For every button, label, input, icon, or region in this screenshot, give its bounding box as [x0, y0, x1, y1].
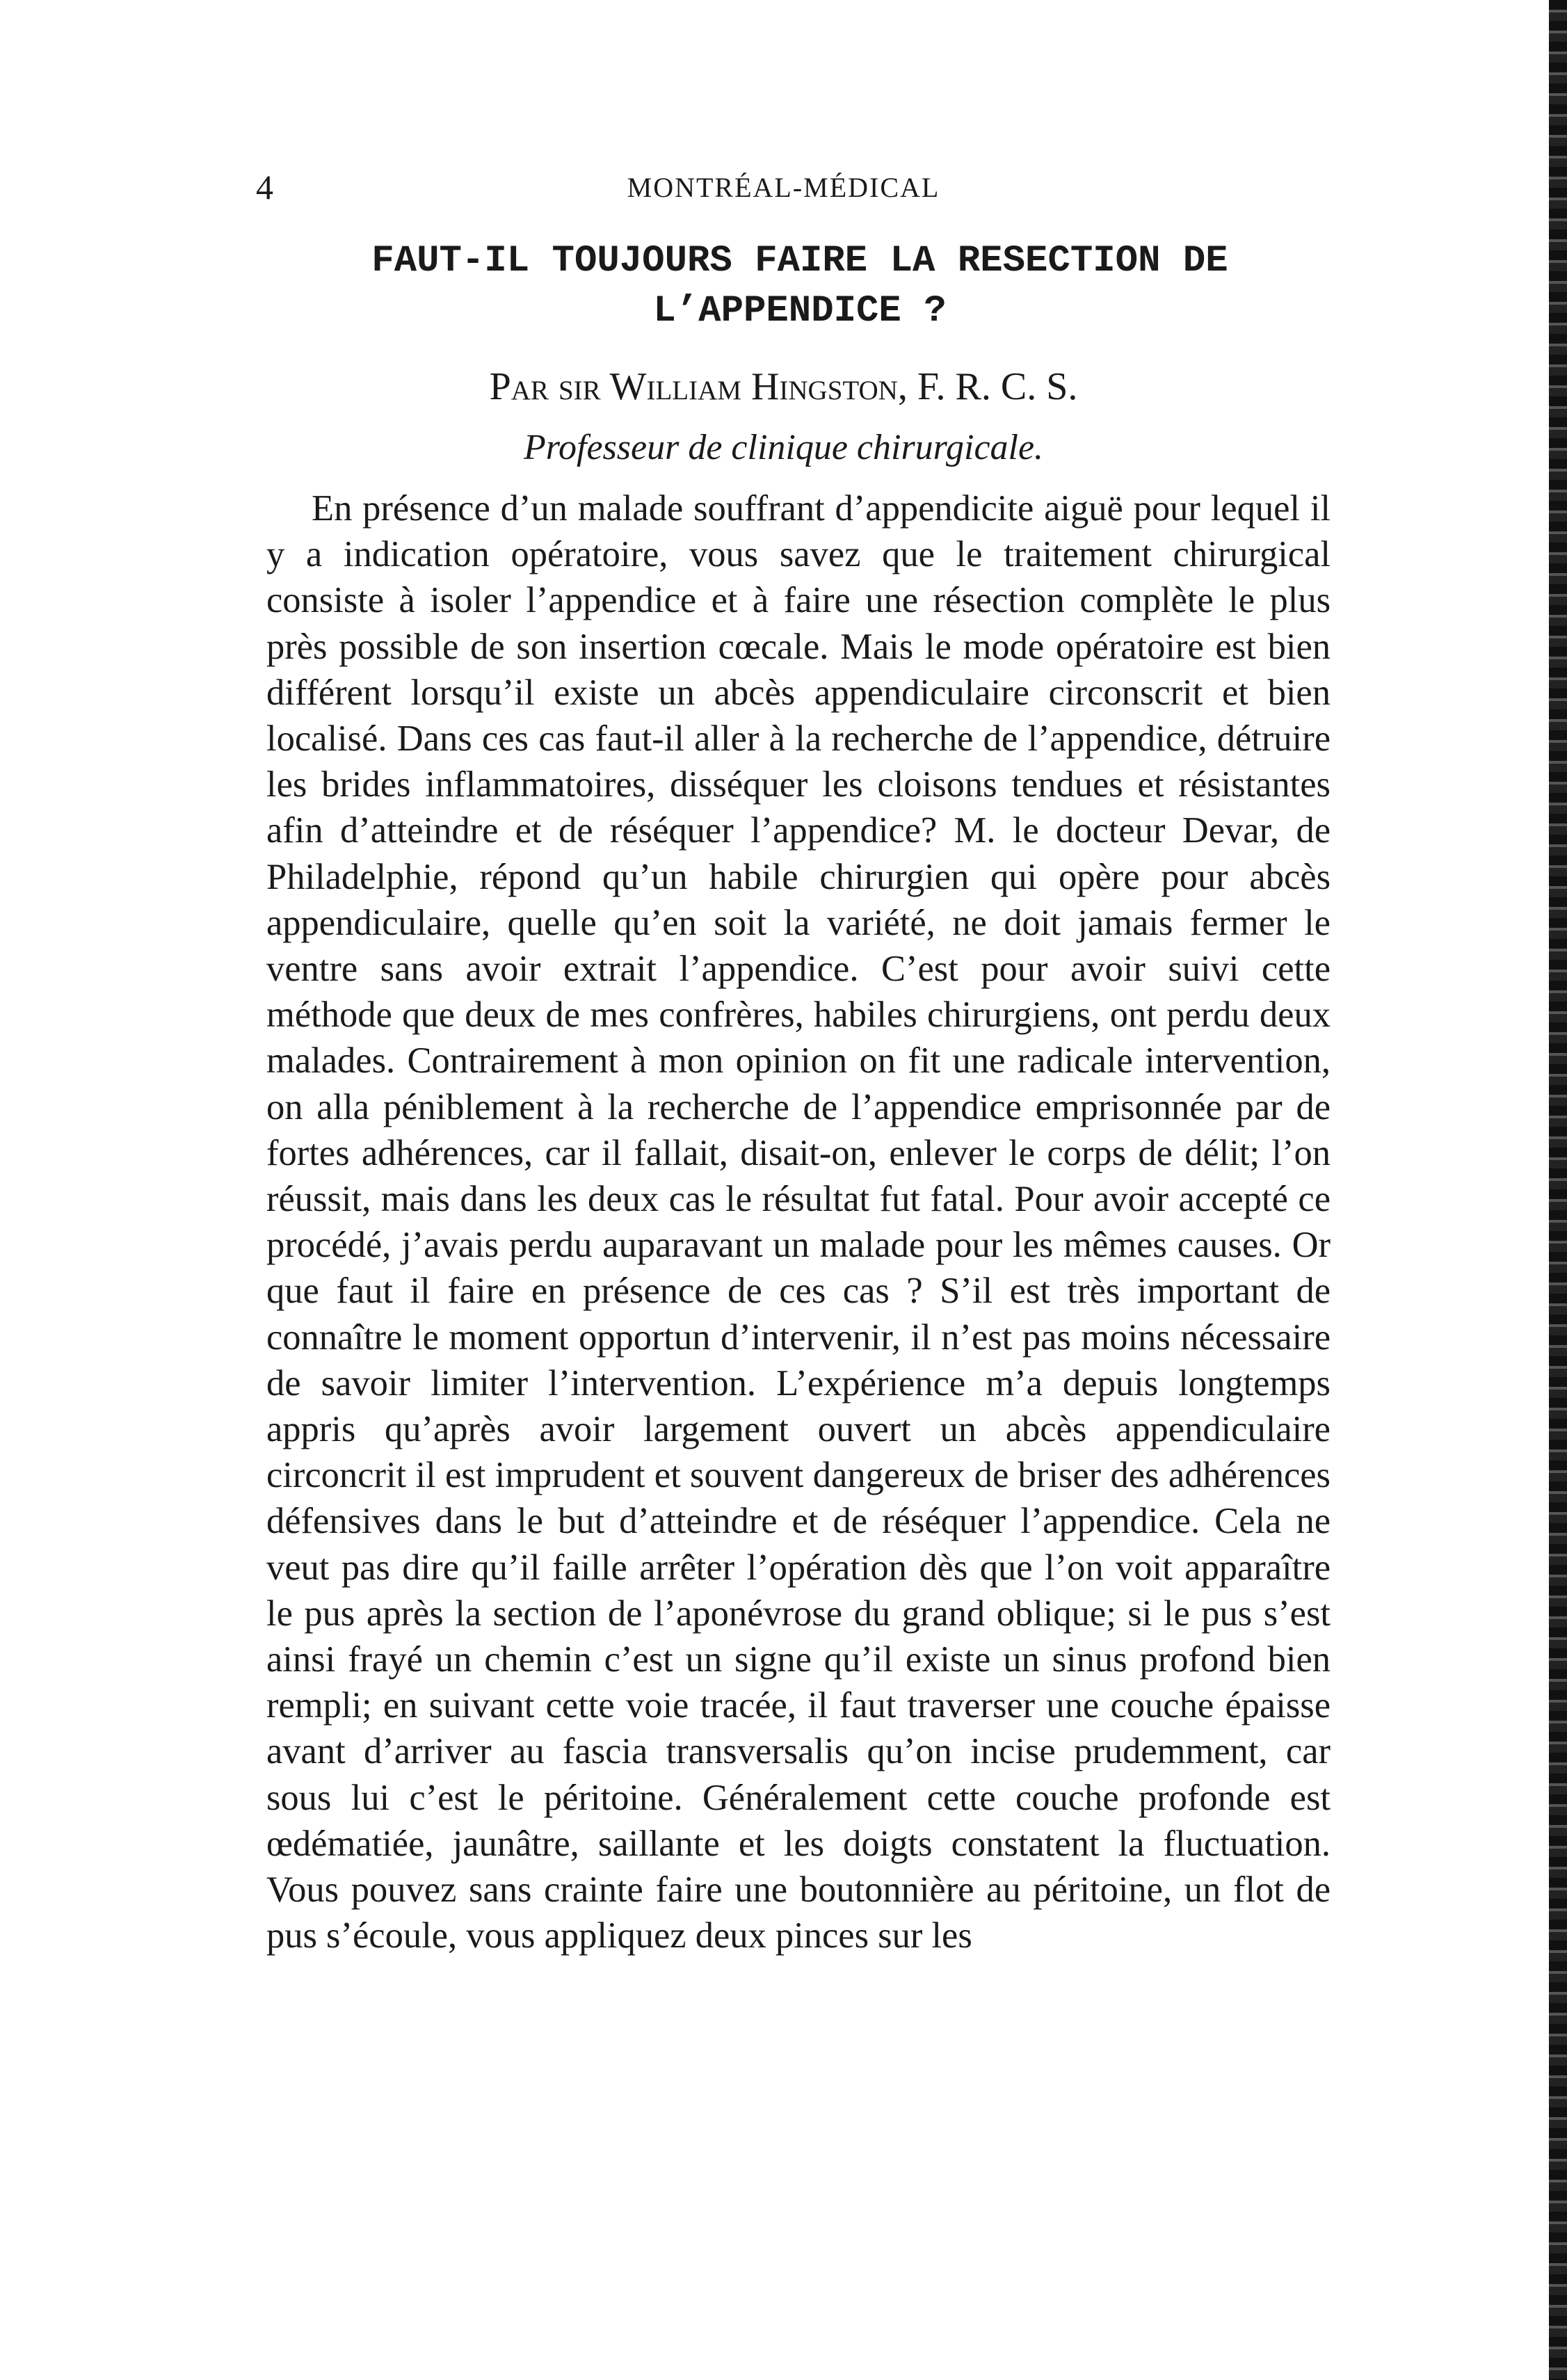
article-byline: Par sir William Hingston, F. R. C. S.	[489, 365, 1078, 408]
author-affiliation: Professeur de clinique chirurgicale.	[523, 428, 1044, 467]
body-paragraph: En présence d’un malade souffrant d’appendicite aiguë pour lequel il y a indication opératoire, vous savez que le traitement chirurgical consiste à isoler l’appendice et à faire une résection complète le plus près possible de son insertion cœcale. Mais le mode opératoire est bien différent lorsqu’il existe un abcès appendiculaire circonscrit et bien localisé. Dans ces cas faut-il aller à la recherche de l’appendice, détruire les brides inflammatoires, disséquer les cloisons tendues et résistantes afin d’atteindre et de réséquer l’appendice? M. le docteur Devar, de Philadelphie, répond qu’un habile chirurgien qui opère pour abcès appendiculaire, quelle qu’en soit la variété, ne doit jamais fermer le ventre sans avoir extrait l’appendice. C’est pour avoir suivi cette méthode que deux de mes confrères, habiles chirurgiens, ont perdu deux malades. Contrairement à mon opinion on fit une radicale intervention, on alla péniblement à la recherche de l’appendice emprisonnée par de fortes adhérences, car il fallait, disait-on, enlever le corps de délit; l’on réussit, mais dans les deux cas le résultat fut fatal. Pour avoir accepté ce procédé, j’avais perdu auparavant un malade pour les mêmes causes. Or que faut il faire en présence de ces cas ? S’il est très important de connaître le moment opportun d’intervenir, il n’est pas moins nécessaire de savoir limiter l’intervention. L’expérience m’a depuis longtemps appris qu’après avoir largement ouvert un abcès appendiculaire circoncrit il est imprudent et souvent dangereux de briser des adhérences défensives dans le but d’atteindre et de réséquer l’appendice. Cela ne veut pas dire qu’il faille arrêter l’opération dès que l’on voit apparaître le pus après la section de l’aponévrose du grand oblique; si le pus s’est ainsi frayé un chemin c’est un signe qu’il existe un sinus profond bien rempli; en suivant cette voie tracée, il faut traverser une couche épaisse avant d’arriver au fascia transversalis qu’on incise prudemment, car sous lui c’est le péritoine. Généralement cette couche profonde est œdématiée, jaunâtre, saillante et les doigts constatent la fluctuation. Vous pouvez sans crainte faire une boutonnière au péritoine, un flot de pus s’écoule, vous appliquez deux pinces sur les	[266, 488, 1331, 1956]
article-title: FAUT-IL TOUJOURS FAIRE LA RESECTION DE L’APPENDICE ?	[371, 240, 1228, 332]
page-number: 4	[256, 168, 273, 207]
running-head: MONTRÉAL-MÉDICAL	[627, 172, 940, 203]
scanned-page-edge	[1549, 0, 1567, 2380]
